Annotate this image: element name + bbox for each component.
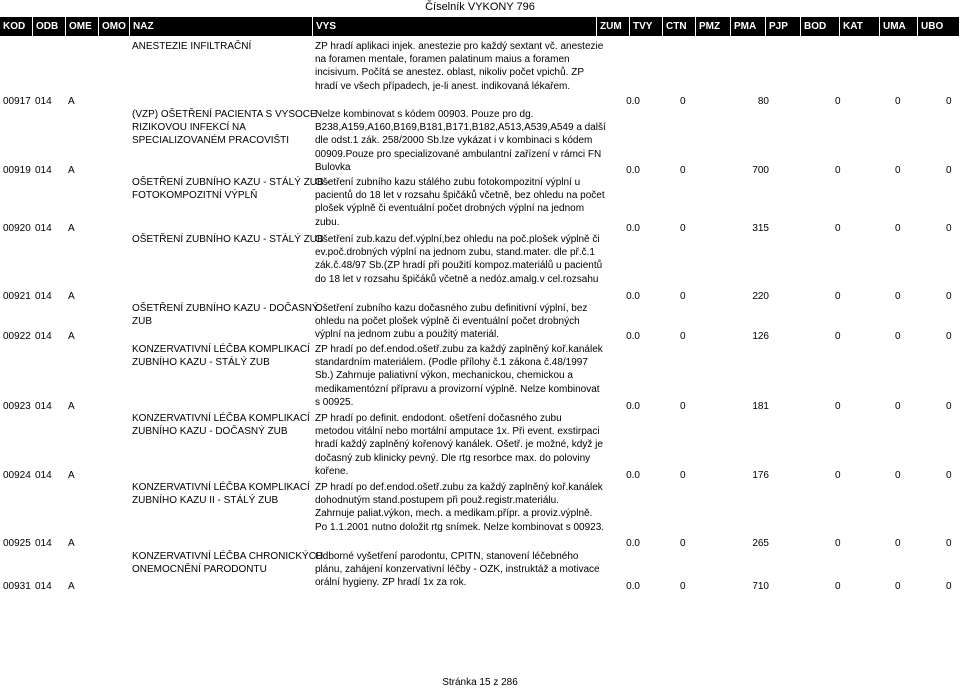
name-line: ANESTEZIE INFILTRAČNÍ — [132, 41, 252, 52]
description-line: ev.poč.drobných výplní na jednom zubu, stand.mater. dle př.č.1 — [315, 247, 595, 259]
ctn-cell: 0.0 — [626, 96, 640, 107]
header-uma: UMA — [880, 17, 918, 36]
ome-cell: A — [68, 581, 75, 592]
header-zum: ZUM — [597, 17, 630, 36]
description-line: na foramen mentale, foramen palatinum maius a foramen — [315, 54, 570, 66]
description-line: plánu, zahájení konzervativní léčby - OZK, instruktáž a motivace — [315, 564, 600, 576]
ome-cell: A — [68, 401, 75, 412]
header-pma: PMA — [731, 17, 766, 36]
bod-cell: 181 — [752, 401, 769, 412]
code-cell: 00923 — [3, 401, 31, 412]
pmz-cell: 0 — [680, 165, 686, 176]
description-line: pacientů do 18 let v rozsahu špičáků včetně, bez ohledu na počet — [315, 190, 605, 202]
name-line: ZUBNÍHO KAZU - DOČASNÝ ZUB — [132, 426, 288, 438]
description-line: Bulovka — [315, 161, 351, 173]
description-line: dočasný zub klinicky pevný. Dle rtg resorbce max. do poloviny — [315, 452, 591, 464]
description-line: zák.č.48/97 Sb.(ZP hradí při použití kompoz.materiálů u pacientů — [315, 260, 603, 272]
odb-cell: 014 — [35, 223, 52, 234]
header-naz: NAZ — [130, 17, 313, 36]
ctn-cell: 0.0 — [626, 401, 640, 412]
pmz-cell: 0 — [680, 96, 686, 107]
header-ctn: CTN — [663, 17, 696, 36]
header-kod: KOD — [0, 17, 33, 36]
ome-cell: A — [68, 223, 75, 234]
pmz-cell: 0 — [680, 401, 686, 412]
bod-cell: 176 — [752, 470, 769, 481]
header-bod: BOD — [801, 17, 840, 36]
name-line: RIZIKOVOU INFEKCÍ NA — [132, 122, 246, 134]
description-line: hradí každý zaplněný kořenový kanálek. Ošetř. je možné, když je — [315, 439, 603, 451]
ome-cell: A — [68, 331, 75, 342]
code-cell: 00922 — [3, 331, 31, 342]
description-line: Odborné vyšetření parodontu, CPITN, stanovení léčebného — [315, 551, 579, 562]
description-line: Ošetření zubního kazu stálého zubu fotokompozitní výplní u — [315, 177, 581, 188]
ubo-cell: 0 — [946, 538, 952, 549]
code-cell: 00920 — [3, 223, 31, 234]
name-line: KONZERVATIVNÍ LÉČBA KOMPLIKACÍ — [132, 344, 310, 355]
description-line: orální hygieny. ZP hradí 1x za rok. — [315, 577, 467, 589]
description-line: 00909.Pouze pro specializované ambulantní zařízení v rámci FN — [315, 148, 602, 160]
name-line: OŠETŘENÍ ZUBNÍHO KAZU - STÁLÝ ZUB - — [132, 177, 330, 188]
ome-cell: A — [68, 470, 75, 481]
pmz-cell: 0 — [680, 470, 686, 481]
code-cell: 00931 — [3, 581, 31, 592]
name-line: ZUBNÍHO KAZU II - STÁLÝ ZUB — [132, 495, 279, 507]
name-line: OŠETŘENÍ ZUBNÍHO KAZU - STÁLÝ ZUB — [132, 234, 324, 245]
name-line: (VZP) OŠETŘENÍ PACIENTA S VYSOCE — [132, 109, 317, 120]
description-line: dle odst.1 zák. 258/2000 Sb.lze vykázat i v kombinaci s kódem — [315, 135, 593, 147]
odb-cell: 014 — [35, 291, 52, 302]
header-tvy: TVY — [630, 17, 663, 36]
header-kat: KAT — [840, 17, 880, 36]
header-ubo: UBO — [918, 17, 960, 36]
bod-cell: 710 — [752, 581, 769, 592]
ctn-cell: 0.0 — [626, 223, 640, 234]
uma-cell: 0 — [895, 165, 901, 176]
bod-cell: 700 — [752, 165, 769, 176]
header-ome: OME — [66, 17, 99, 36]
uma-cell: 0 — [895, 538, 901, 549]
odb-cell: 014 — [35, 96, 52, 107]
ome-cell: A — [68, 291, 75, 302]
name-line: ONEMOCNĚNÍ PARODONTU — [132, 564, 267, 576]
ubo-cell: 0 — [946, 581, 952, 592]
description-line: ohledu na počet plošek výplně či eventuální počet drobných — [315, 316, 580, 328]
description-line: Sb.) Zahrnuje paliativní výkon, mechanickou, chemickou a — [315, 370, 573, 382]
ubo-cell: 0 — [946, 96, 952, 107]
ubo-cell: 0 — [946, 291, 952, 302]
description-line: kořene. — [315, 465, 349, 477]
uma-cell: 0 — [895, 291, 901, 302]
name-line: KONZERVATIVNÍ LÉČBA KOMPLIKACÍ — [132, 413, 310, 424]
header-pmz: PMZ — [696, 17, 731, 36]
odb-cell: 014 — [35, 581, 52, 592]
uma-cell: 0 — [895, 470, 901, 481]
description-line: hradí ve všech případech, je-li anest. indikovaná lékařem. — [315, 80, 571, 92]
uma-cell: 0 — [895, 331, 901, 342]
code-cell: 00924 — [3, 470, 31, 481]
description-line: standardním materiálem. (Podle přílohy č.1 zákona č.48/1997 — [315, 357, 588, 369]
header-pjp: PJP — [766, 17, 801, 36]
description-line: Zahrnuje paliat.výkon, mech. a medikam.přípr. a proviz.výplně. — [315, 508, 593, 520]
page-title: Číselník VYKONY 796 — [425, 1, 535, 13]
description-line: B238,A159,A160,B169,B181,B171,B182,A513,A539,A549 a další — [315, 122, 606, 134]
description-line: zubu. — [315, 216, 340, 228]
ctn-cell: 0.0 — [626, 331, 640, 342]
ctn-cell: 0.0 — [626, 538, 640, 549]
kat-cell: 0 — [835, 291, 841, 302]
uma-cell: 0 — [895, 581, 901, 592]
ome-cell: A — [68, 538, 75, 549]
header-omo: OMO — [99, 17, 130, 36]
description-line: s 00925. — [315, 396, 354, 408]
bod-cell: 265 — [752, 538, 769, 549]
kat-cell: 0 — [835, 470, 841, 481]
pmz-cell: 0 — [680, 291, 686, 302]
ubo-cell: 0 — [946, 331, 952, 342]
ctn-cell: 0.0 — [626, 581, 640, 592]
description-line: Ošetření zubního kazu dočasného zubu definitivní výplní, bez — [315, 303, 588, 314]
page-footer: Stránka 15 z 286 — [442, 677, 518, 688]
bod-cell: 220 — [752, 291, 769, 302]
description-line: ZP hradí po definit. endodont. ošetření dočasného zubu — [315, 413, 562, 424]
description-line: ZP hradí po def.endod.ošetř.zubu za každý zaplněný koř.kanálek — [315, 482, 603, 493]
description-line: výplní na jednom zubu a použitý materiál. — [315, 329, 499, 341]
name-line: ZUB — [132, 316, 152, 328]
kat-cell: 0 — [835, 96, 841, 107]
odb-cell: 014 — [35, 470, 52, 481]
kat-cell: 0 — [835, 223, 841, 234]
description-line: Po 1.1.2001 nutno doložit rtg snímek. Nelze kombinovat s 00923. — [315, 521, 605, 533]
ome-cell: A — [68, 165, 75, 176]
description-line: do 18 let v rozsahu špičáků včetně a nedóz.amalg.v cel.rozsahu — [315, 273, 599, 285]
ome-cell: A — [68, 96, 75, 107]
description-line: plošek výplně či eventuální počet drobných výplní na jednom — [315, 203, 585, 215]
bod-cell: 315 — [752, 223, 769, 234]
pmz-cell: 0 — [680, 331, 686, 342]
kat-cell: 0 — [835, 165, 841, 176]
name-line: FOTOKOMPOZITNÍ VÝPLŇ — [132, 190, 258, 202]
description-line: dohodnutým stand.postupem při použ.registr.materiálu. — [315, 495, 560, 507]
bod-cell: 80 — [757, 96, 769, 107]
name-line: ZUBNÍHO KAZU - STÁLÝ ZUB — [132, 357, 270, 369]
code-cell: 00925 — [3, 538, 31, 549]
ubo-cell: 0 — [946, 470, 952, 481]
ctn-cell: 0.0 — [626, 165, 640, 176]
name-line: SPECIALIZOVANÉM PRACOVIŠTI — [132, 135, 290, 147]
ubo-cell: 0 — [946, 401, 952, 412]
pmz-cell: 0 — [680, 581, 686, 592]
ctn-cell: 0.0 — [626, 291, 640, 302]
odb-cell: 014 — [35, 165, 52, 176]
description-line: medikamentózní přípravu a provizorní výplně. Nelze kombinovat — [315, 383, 600, 395]
name-line: OŠETŘENÍ ZUBNÍHO KAZU - DOČASNÝ — [132, 303, 319, 314]
description-line: Ošetření zub.kazu def.výplní,bez ohledu na poč.plošek výplně či — [315, 234, 600, 245]
description-line: Nelze kombinovat s kódem 00903. Pouze pro dg. — [315, 109, 534, 120]
name-line: KONZERVATIVNÍ LÉČBA KOMPLIKACÍ — [132, 482, 310, 493]
uma-cell: 0 — [895, 223, 901, 234]
odb-cell: 014 — [35, 331, 52, 342]
pmz-cell: 0 — [680, 538, 686, 549]
odb-cell: 014 — [35, 401, 52, 412]
kat-cell: 0 — [835, 401, 841, 412]
uma-cell: 0 — [895, 96, 901, 107]
code-cell: 00919 — [3, 165, 31, 176]
description-line: ZP hradí po def.endod.ošetř.zubu za každý zaplněný koř.kanálek — [315, 344, 603, 355]
bod-cell: 126 — [752, 331, 769, 342]
name-line: KONZERVATIVNÍ LÉČBA CHRONICKÝCH — [132, 551, 324, 562]
kat-cell: 0 — [835, 581, 841, 592]
header-odb: ODB — [33, 17, 66, 36]
ctn-cell: 0.0 — [626, 470, 640, 481]
table-header — [0, 17, 960, 36]
kat-cell: 0 — [835, 538, 841, 549]
odb-cell: 014 — [35, 538, 52, 549]
description-line: incisivum. Počítá se anestez. oblast, nikoliv počet vpichů. ZP — [315, 67, 585, 79]
header-vys: VYS — [313, 17, 597, 36]
ubo-cell: 0 — [946, 223, 952, 234]
pmz-cell: 0 — [680, 223, 686, 234]
description-line: metodou vitální nebo mortální amputace 1x. Při event. exstirpaci — [315, 426, 600, 438]
code-cell: 00921 — [3, 291, 31, 302]
code-cell: 00917 — [3, 96, 31, 107]
uma-cell: 0 — [895, 401, 901, 412]
description-line: ZP hradí aplikaci injek. anestezie pro každý sextant vč. anestezie — [315, 41, 604, 52]
ubo-cell: 0 — [946, 165, 952, 176]
kat-cell: 0 — [835, 331, 841, 342]
